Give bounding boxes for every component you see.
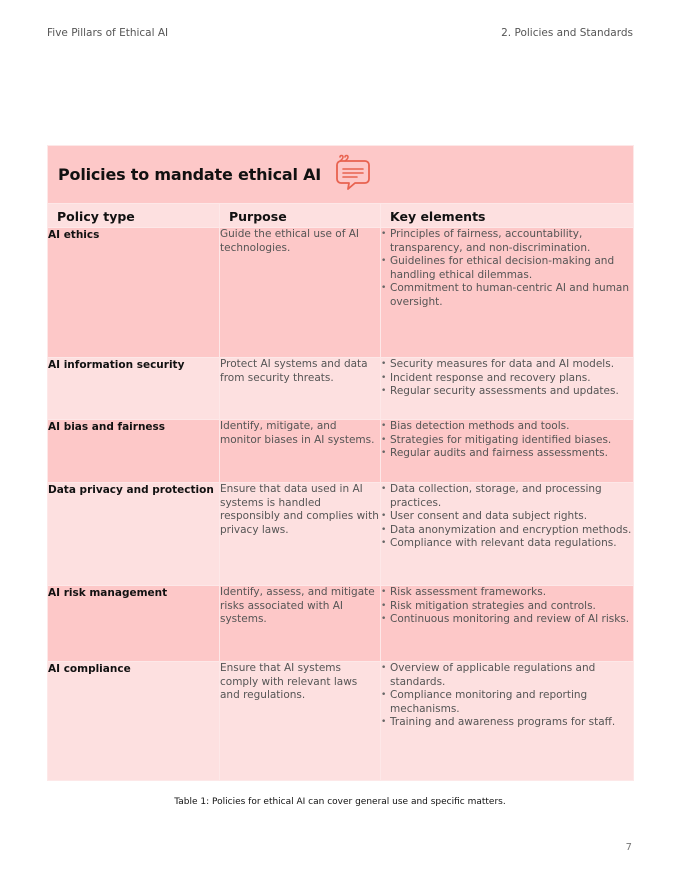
list-item: • Regular security assessments and updates.	[381, 385, 633, 399]
list-item: • Continuous monitoring and review of AI risks.	[381, 613, 633, 627]
key-elements-cell	[381, 483, 634, 586]
policy-table	[47, 145, 634, 781]
table-row	[48, 420, 634, 483]
purpose-cell: Guide the ethical use of AI technologies.	[220, 228, 381, 358]
table-row	[48, 483, 634, 586]
purpose-cell: Ensure that data used in AI systems is handled responsibly and complies with privacy laws.	[220, 483, 381, 586]
list-item: • Bias detection methods and tools.	[381, 420, 633, 434]
running-header-section: 2. Policies and Standards	[501, 27, 633, 39]
policy-type-cell: AI ethics	[48, 228, 220, 358]
policy-type-cell: AI compliance	[48, 662, 220, 781]
key-elements-list	[381, 662, 633, 730]
table-title-cell	[48, 146, 634, 204]
key-elements-list	[381, 228, 633, 309]
running-header-title: Five Pillars of Ethical AI	[47, 27, 169, 39]
column-header-key-elements: Key elements	[381, 204, 634, 228]
purpose-cell: Protect AI systems and data from security threats.	[220, 358, 381, 420]
list-item: • Security measures for data and AI models.	[381, 358, 633, 372]
table-title-row	[48, 146, 634, 204]
page-number: 7	[625, 842, 632, 853]
key-elements-cell	[381, 228, 634, 358]
column-header-policy-type: Policy type	[48, 204, 220, 228]
list-item: • Principles of fairness, accountability, transparency, and non-discrimination.	[381, 228, 633, 255]
list-item: • Risk mitigation strategies and controls.	[381, 600, 633, 614]
key-elements-cell	[381, 358, 634, 420]
list-item: • Regular audits and fairness assessments.	[381, 447, 633, 461]
table-caption: Table 1: Policies for ethical AI can cover general use and specific matters.	[174, 797, 506, 807]
table-title: Policies to mandate ethical AI	[58, 165, 322, 184]
list-item: • User consent and data subject rights.	[381, 510, 633, 524]
list-item: • Overview of applicable regulations and standards.	[381, 662, 633, 689]
list-item: • Training and awareness programs for staff.	[381, 716, 633, 730]
column-header-purpose: Purpose	[220, 204, 381, 228]
table-row	[48, 586, 634, 662]
policy-type-cell: AI information security	[48, 358, 220, 420]
table-row	[48, 662, 634, 781]
policy-type-cell: AI bias and fairness	[48, 420, 220, 483]
list-item: • Commitment to human-centric AI and human oversight.	[381, 282, 633, 309]
table-header-row	[48, 204, 634, 228]
key-elements-list	[381, 483, 633, 551]
list-item: • Data collection, storage, and processing practices.	[381, 483, 633, 510]
list-item: • Strategies for mitigating identified biases.	[381, 434, 633, 448]
purpose-cell: Identify, assess, and mitigate risks associated with AI systems.	[220, 586, 381, 662]
list-item: • Compliance monitoring and reporting mechanisms.	[381, 689, 633, 716]
key-elements-list	[381, 586, 633, 627]
list-item: • Data anonymization and encryption methods.	[381, 524, 633, 538]
policy-type-cell: AI risk management	[48, 586, 220, 662]
list-item: • Guidelines for ethical decision-making and handling ethical dilemmas.	[381, 255, 633, 282]
policy-type-cell: Data privacy and protection	[48, 483, 220, 586]
table-row	[48, 228, 634, 358]
speech-bubble-icon	[333, 154, 373, 194]
list-item: • Compliance with relevant data regulations.	[381, 537, 633, 551]
list-item: • Incident response and recovery plans.	[381, 372, 633, 386]
key-elements-cell	[381, 662, 634, 781]
list-item: • Risk assessment frameworks.	[381, 586, 633, 600]
table-row	[48, 358, 634, 420]
purpose-cell: Ensure that AI systems comply with relevant laws and regulations.	[220, 662, 381, 781]
key-elements-cell	[381, 420, 634, 483]
key-elements-list	[381, 420, 633, 461]
key-elements-cell	[381, 586, 634, 662]
key-elements-list	[381, 358, 633, 399]
purpose-cell: Identify, mitigate, and monitor biases in AI systems.	[220, 420, 381, 483]
